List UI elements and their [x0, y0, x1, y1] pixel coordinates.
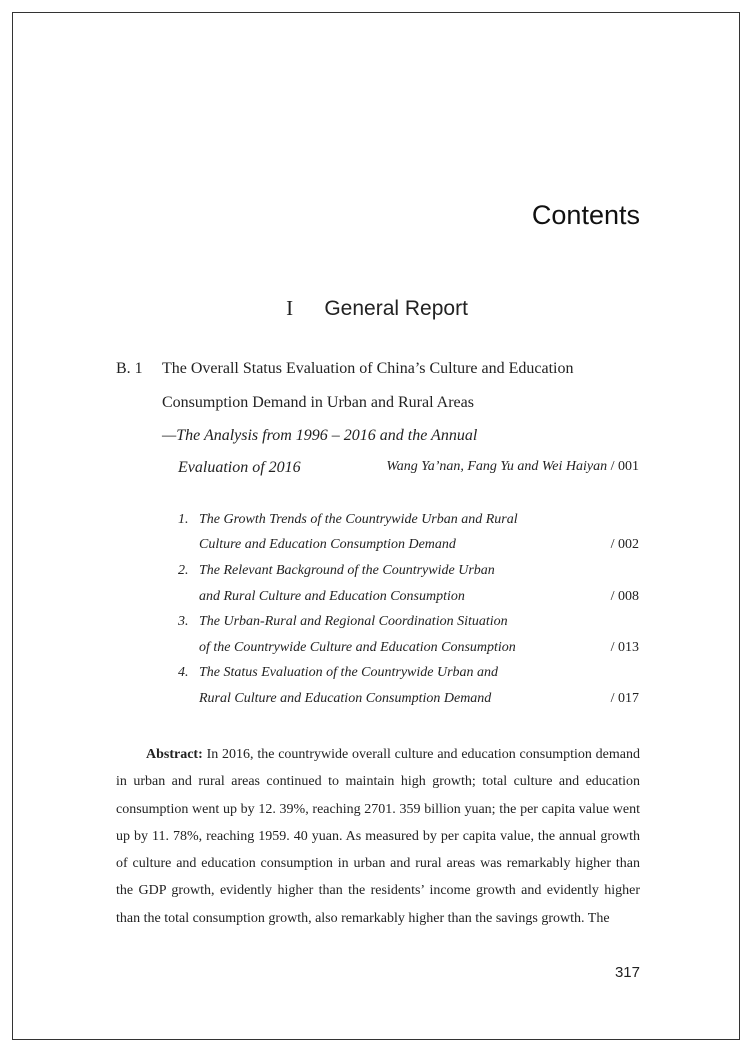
entry-authors-page: [386, 459, 639, 475]
abstract: [116, 741, 640, 932]
abstract-heading: Abstract:: [146, 747, 203, 762]
subsection-page: / 008: [610, 589, 639, 604]
subsection-line2: Culture and Education Consumption Demand: [199, 537, 456, 552]
subsection-line2: and Rural Culture and Education Consumption: [199, 589, 465, 604]
subsection-number: 4.: [178, 665, 189, 680]
section-label: General Report: [324, 297, 468, 320]
subsection-number: 2.: [178, 563, 189, 578]
subsection-line2: of the Countrywide Culture and Education Consumption: [199, 640, 516, 655]
section-roman-numeral: I: [286, 296, 294, 320]
entry-title-line1: The Overall Status Evaluation of China’s Culture and Education: [162, 360, 574, 377]
entry-page: / 001: [610, 459, 639, 474]
section-heading: [0, 296, 754, 321]
subsection-number: 3.: [178, 614, 189, 629]
page-title: Contents: [531, 200, 640, 230]
subsection-line1: The Growth Trends of the Countrywide Urban and Rural: [199, 512, 518, 527]
entry-subtitle-line1: —The Analysis from 1996 – 2016 and the Annual: [162, 427, 478, 444]
subsection-line1: The Relevant Background of the Countrywide Urban: [199, 563, 495, 578]
subsection-page: / 002: [610, 537, 639, 552]
subsection-line1: The Status Evaluation of the Countrywide Urban and: [199, 665, 499, 680]
page-number: 317: [614, 964, 640, 981]
abstract-text: In 2016, the countrywide overall culture and education consumption demand in urban and rural areas continued to maintain high growth; total culture and education consumption went up by 12. 39%, reaching 2701. 359 billion yuan; the per capita value went up by 11. 78%, reaching 1959. 40 yuan. As measured by per capita value, the annual growth of culture and education consumption in urban and rural areas was remarkably higher than the GDP growth, evidently higher than the residents’ income growth and evidently higher than the total consumption growth, also remarkably higher than the savings growth. The: [116, 747, 640, 926]
entry-subtitle-line2: Evaluation of 2016: [178, 459, 301, 476]
subsection-line2: Rural Culture and Education Consumption Demand: [199, 691, 492, 706]
entry-authors: Wang Ya’nan, Fang Yu and Wei Haiyan: [386, 459, 608, 474]
subsection-page: / 013: [610, 640, 639, 655]
subsection-page: / 017: [610, 691, 639, 706]
entry-title-line2: Consumption Demand in Urban and Rural Areas: [162, 394, 474, 411]
entry-number: B. 1: [116, 360, 143, 377]
subsection-number: 1.: [178, 512, 189, 527]
subsection-line1: The Urban-Rural and Regional Coordination Situation: [199, 614, 508, 629]
